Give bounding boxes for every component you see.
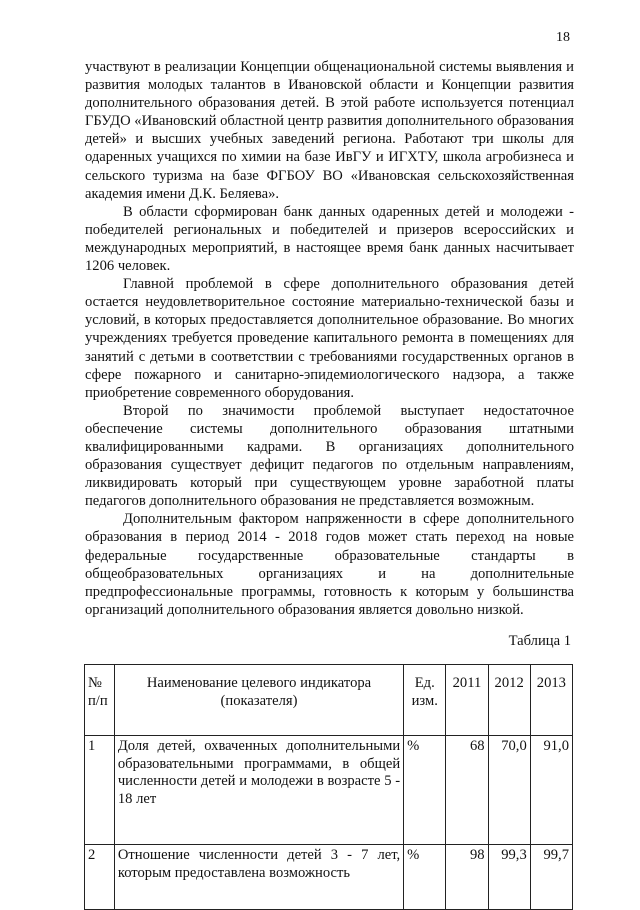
- header-year-2011: 2011: [446, 665, 488, 736]
- row-value-2012: 70,0: [488, 736, 530, 845]
- table-caption: Таблица 1: [508, 633, 571, 649]
- table-row: [85, 845, 573, 910]
- row-value-2012: 99,3: [488, 845, 530, 910]
- row-unit: %: [404, 845, 446, 910]
- table-row: [85, 736, 573, 845]
- row-value-2013: 99,7: [530, 845, 572, 910]
- header-year-2012: 2012: [488, 665, 530, 736]
- row-number: 1: [85, 736, 115, 845]
- page-number: 18: [556, 30, 570, 45]
- header-indicator-name: Наименование целевого индикатора (показателя): [114, 665, 403, 736]
- row-indicator-name: Отношение численности детей 3 - 7 лет, которым предоставлена возможность: [114, 845, 403, 910]
- paragraph-2: В области сформирован банк данных одаренных детей и молодежи - победителей региональных и победителей и призеров всероссийских и международных мероприятий, в настоящее время банк данных насчитывает 1206 человек.: [85, 203, 574, 275]
- paragraph-5: Дополнительным фактором напряженности в сфере дополнительного образования в период 2014 - 2018 годов может стать переход на новые федеральные государственные образовательные стандарты в общеобразовательных организациях и на дополнительные предпрофессиональные программы, готовность к которым у большинства организаций дополнительного образования является довольно низкой.: [85, 511, 574, 618]
- row-unit: %: [404, 736, 446, 845]
- indicator-table: [84, 664, 573, 910]
- row-value-2011: 98: [446, 845, 488, 910]
- body-text: [85, 58, 574, 619]
- row-value-2013: 91,0: [530, 736, 572, 845]
- table-header-row: [85, 665, 573, 736]
- header-number: № п/п: [85, 665, 115, 736]
- header-unit: Ед. изм.: [404, 665, 446, 736]
- row-value-2011: 68: [446, 736, 488, 845]
- paragraph-1: участвуют в реализации Концепции общенациональной системы выявления и развития молодых талантов в Ивановской области и Концепции развития дополнительного образования детей. В этой работе используется потенциал ГБУДО «Ивановский областной центр развития дополнительного образования детей» и высших учебных заведений региона. Работают три школы для одаренных учащихся по химии на базе ИвГУ и ИГХТУ, школа агробизнеса и сельского туризма на базе ФГБОУ ВО «Ивановская сельскохозяйственная академия имени Д.К. Беляева».: [85, 59, 574, 202]
- row-number: 2: [85, 845, 115, 910]
- paragraph-4: Второй по значимости проблемой выступает недостаточное обеспечение системы дополнительного образования штатными квалифицированными кадрами. В организациях дополнительного образования существует дефицит педагогов по отдельным направлениям, ликвидировать который при существующем уровне заработной платы педагогов дополнительного образования не представляется возможным.: [85, 402, 574, 510]
- paragraph-3: Главной проблемой в сфере дополнительного образования детей остается неудовлетворительное состояние материально-технической базы и условий, в которых предоставляется дополнительное образование. Во многих учреждениях требуется проведение капитального ремонта в помещениях для занятий с детьми в соответствии с требованиями государственных органов в сфере пожарного и санитарно-эпидемиологического надзора, а также приобретение современного оборудования.: [85, 276, 574, 401]
- header-year-2013: 2013: [530, 665, 572, 736]
- row-indicator-name: Доля детей, охваченных дополнительными образовательными программами, в общей численности детей и молодежи в возрасте 5 - 18 лет: [114, 736, 403, 845]
